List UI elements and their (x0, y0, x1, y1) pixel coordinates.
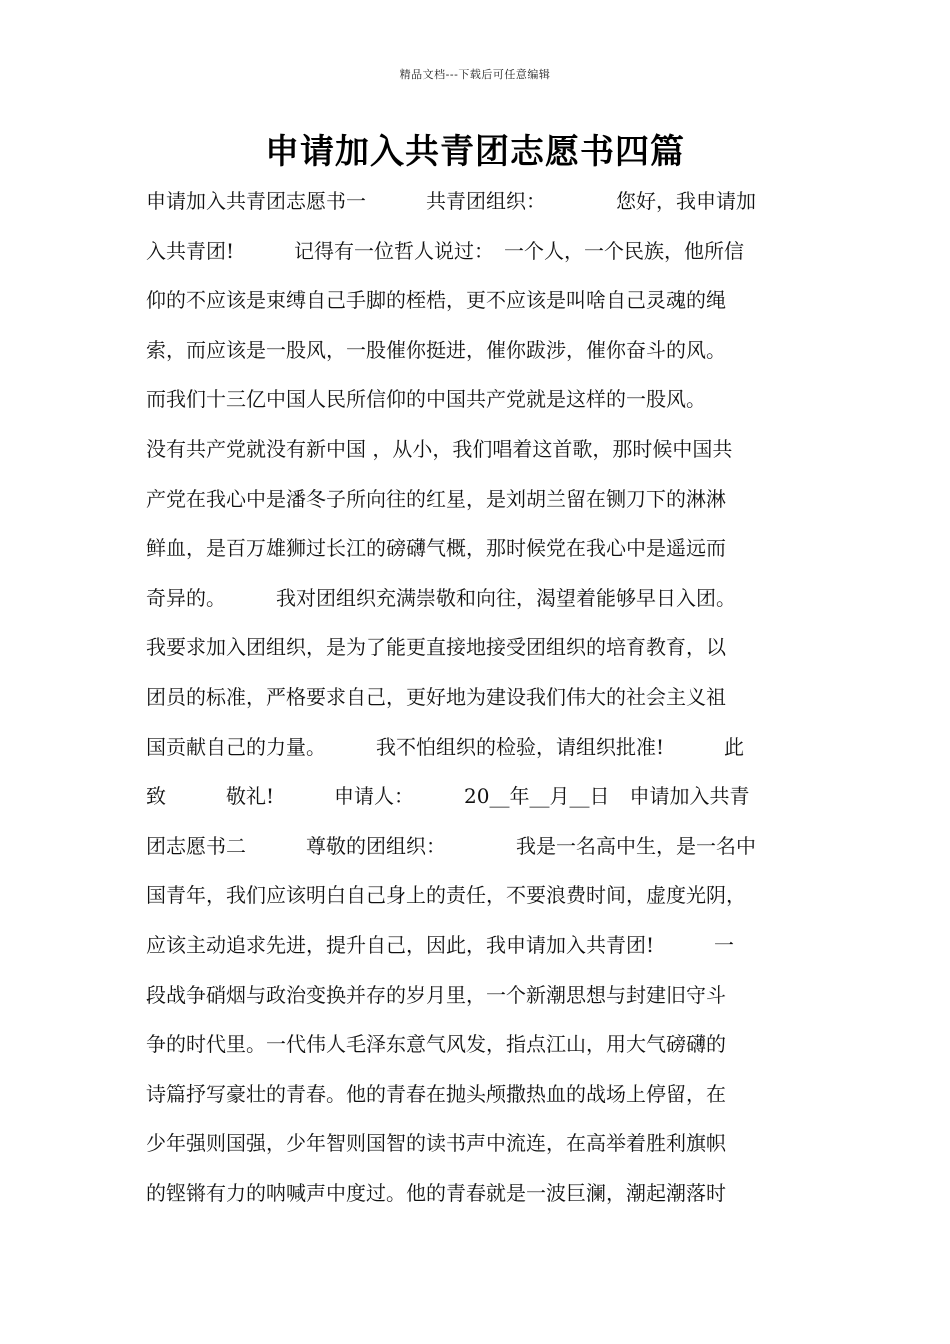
body-line: 奇异的。 我对团组织充满崇敬和向往，渴望着能够早日入团。 (146, 585, 736, 610)
document-body (146, 181, 826, 1222)
body-line: 仰的不应该是束缚自己手脚的桎梏，更不应该是叫啥自己灵魂的绳 (146, 288, 726, 313)
body-line: 我要求加入团组织，是为了能更直接地接受团组织的培育教育，以 (146, 635, 726, 660)
body-line: 的铿锵有力的呐喊声中度过。他的青春就是一波巨澜，潮起潮落时 (146, 1180, 726, 1205)
body-line: 诗篇抒写豪壮的青春。他的青春在抛头颅撒热血的战场上停留，在 (146, 1081, 726, 1106)
body-line: 产党在我心中是潘冬子所向往的红星，是刘胡兰留在铡刀下的淋淋 (146, 486, 726, 511)
body-line: 争的时代里。一代伟人毛泽东意气风发，指点江山，用大气磅礴的 (146, 1032, 726, 1057)
body-line: 少年强则国强，少年智则国智的读书声中流连，在高举着胜利旗帜 (146, 1131, 726, 1156)
body-line: 申请加入共青团志愿书一 共青团组织： 您好，我申请加 (146, 189, 756, 213)
body-line: 没有共产党就没有新中国 ，从小，我们唱着这首歌，那时候中国共 (146, 436, 733, 461)
body-line: 索，而应该是一股风，一股催你挺进，催你跋涉，催你奋斗的风。 (146, 337, 726, 362)
body-line: 团志愿书二 尊敬的团组织： 我是一名高中生，是一名中 (146, 833, 756, 858)
body-line: 致 敬礼! 申请人： 20__年__月__日 申请加入共青 (146, 784, 750, 809)
body-line: 入共青团! 记得有一位哲人说过： 一个人，一个民族，他所信 (146, 238, 745, 263)
body-line: 应该主动追求先进，提升自己，因此，我申请加入共青团! 一 (146, 932, 735, 957)
body-line: 国青年，我们应该明白自己身上的责任，不要浪费时间，虚度光阴， (146, 883, 746, 908)
document-title: 申请加入共青团志愿书四篇 (265, 132, 685, 172)
body-line: 团员的标准，严格要求自己，更好地为建设我们伟大的社会主义祖 (146, 684, 726, 709)
body-line: 鲜血，是百万雄狮过长江的磅礴气概，那时候党在我心中是遥远而 (146, 536, 726, 561)
page-header-note: 精品文档---下载后可任意编辑 (399, 68, 551, 81)
body-line: 而我们十三亿中国人民所信仰的中国共产党就是这样的一股风。 (146, 387, 706, 412)
body-line: 段战争硝烟与政治变换并存的岁月里，一个新潮思想与封建旧守斗 (146, 982, 726, 1007)
body-line: 国贡献自己的力量。 我不怕组织的检验，请组织批准! 此 (146, 734, 745, 759)
